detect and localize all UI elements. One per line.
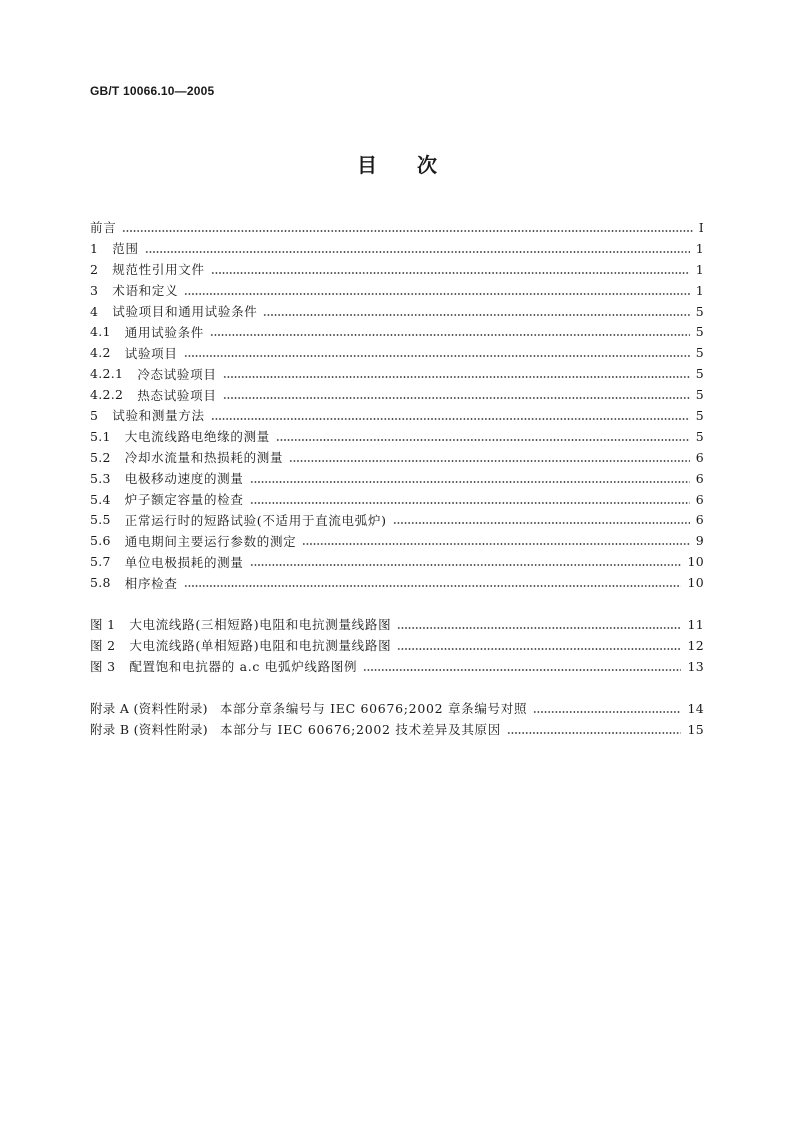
toc-entry-title: 规范性引用文件 [112, 262, 205, 278]
dot-leader [223, 376, 690, 378]
toc-entry [90, 489, 704, 510]
dot-leader [289, 460, 690, 462]
toc-entry-title: 试验和测量方法 [112, 408, 205, 424]
toc-entry-page: 5 [695, 407, 704, 423]
toc-entry-title: 大电流线路(单相短路)电阻和电抗测量线路图 [129, 638, 392, 654]
toc-entry-number: 4.2 [90, 345, 111, 361]
toc-entry [90, 530, 704, 551]
dot-leader [397, 648, 681, 650]
toc-entry-title: 通电期间主要运行参数的测定 [124, 533, 297, 549]
toc-entry-number: 4.2.1 [90, 366, 124, 382]
toc-entry [90, 719, 704, 740]
dot-leader [184, 293, 689, 295]
toc-entry-number: 5.2 [90, 449, 111, 465]
toc-entry-number: 1 [90, 240, 99, 256]
toc-entry-title: 大电流线路电绝缘的测量 [124, 429, 270, 445]
toc-entry-number: 2 [90, 261, 99, 277]
toc-entry-number: 3 [90, 282, 99, 298]
toc-entry-title: 单位电极损耗的测量 [124, 554, 244, 570]
toc-entry-number: 5.6 [90, 533, 111, 549]
dot-leader [184, 585, 682, 587]
toc-entry-page: 1 [695, 261, 704, 277]
toc-entry-number: 4.1 [90, 324, 111, 340]
dot-leader [276, 439, 690, 441]
toc-entry-number: 图 2 [90, 638, 116, 654]
toc-entry-title: 前言 [90, 220, 117, 236]
dot-leader [393, 522, 690, 524]
dot-leader [122, 230, 692, 232]
toc-entry [90, 551, 704, 572]
toc-sections [90, 217, 704, 593]
toc-entry-page: 12 [687, 637, 704, 653]
toc-entry-number: 5.8 [90, 575, 111, 591]
toc-entry-page: 5 [695, 324, 704, 340]
toc-entry [90, 656, 704, 677]
toc-entry-title: 正常运行时的短路试验(不适用于直流电弧炉) [124, 512, 387, 528]
toc-entry-title: 相序检查 [124, 575, 178, 591]
dot-leader [250, 564, 682, 566]
dot-leader [210, 334, 690, 336]
toc-entry-number: 5.1 [90, 428, 111, 444]
toc-entry-page: 6 [695, 512, 704, 528]
toc-entry-title: 试验项目和通用试验条件 [112, 304, 258, 319]
toc-entry-title: 炉子额定容量的检查 [124, 492, 244, 508]
standard-code: GB/T 10066.10—2005 [90, 84, 215, 98]
toc-entry-page: 14 [687, 700, 704, 716]
toc-entry-title: 冷却水流量和热损耗的测量 [124, 450, 284, 466]
toc-entry-page: 11 [687, 616, 704, 632]
toc-entry-page: 5 [695, 366, 704, 382]
toc-entry-title: 电极移动速度的测量 [124, 471, 244, 487]
table-of-contents [90, 217, 704, 739]
toc-entry [90, 321, 704, 342]
toc-entry [90, 217, 704, 238]
toc-entry-number: 附录 B (资料性附录) [90, 722, 208, 738]
toc-entry-number: 4.2.2 [90, 387, 124, 403]
dot-leader [211, 272, 690, 274]
toc-entry-number: 5 [90, 407, 99, 423]
toc-entry [90, 301, 704, 322]
toc-entry-title: 试验项目 [124, 345, 178, 361]
toc-entry [90, 614, 704, 635]
dot-leader [397, 627, 681, 629]
toc-entry-page: 6 [695, 491, 704, 507]
dot-leader [263, 314, 689, 316]
toc-entry-page: 1 [695, 282, 704, 298]
toc-entry [90, 405, 704, 426]
toc-entry [90, 426, 704, 447]
dot-leader [533, 711, 681, 713]
toc-entry-page: 5 [695, 303, 704, 319]
toc-entry [90, 238, 704, 259]
dot-leader [302, 543, 689, 545]
toc-entry-page: 9 [695, 533, 704, 549]
dot-leader [211, 418, 690, 420]
toc-entry-page: 1 [695, 240, 704, 256]
toc-entry-page: 10 [687, 554, 704, 570]
dot-leader [223, 397, 690, 399]
toc-entry-title: 冷态试验项目 [137, 366, 217, 382]
toc-entry-page: 5 [695, 387, 704, 403]
toc-entry [90, 280, 704, 301]
toc-entry-title: 配置饱和电抗器的 a.c 电弧炉线路图例 [129, 659, 358, 675]
toc-entry-title: 通用试验条件 [124, 324, 204, 340]
toc-entry-title: 范围 [112, 241, 139, 257]
toc-entry-number: 4 [90, 303, 99, 319]
toc-entry-page: 13 [687, 658, 704, 674]
dot-leader [250, 481, 690, 483]
toc-entry-page: 5 [695, 428, 704, 444]
toc-entry [90, 698, 704, 719]
toc-entry-number: 5.3 [90, 470, 111, 486]
toc-entry-page: 6 [695, 449, 704, 465]
toc-entry-title: 术语和定义 [112, 283, 179, 299]
toc-entry [90, 509, 704, 530]
toc-entry [90, 259, 704, 280]
toc-entry [90, 342, 704, 363]
toc-entry-number: 5.4 [90, 491, 111, 507]
toc-entry-title: 热态试验项目 [137, 387, 217, 403]
toc-entry-page: Ⅰ [698, 219, 704, 235]
toc-entry [90, 363, 704, 384]
toc-entry-page: 5 [695, 345, 704, 361]
dot-leader [184, 355, 690, 357]
dot-leader [250, 502, 690, 504]
page-title: 目 次 [357, 153, 437, 177]
toc-entry-number: 附录 A (资料性附录) [90, 701, 208, 717]
toc-entry [90, 635, 704, 656]
dot-leader [507, 732, 682, 734]
toc-entry-page: 6 [695, 470, 704, 486]
toc-entry [90, 468, 704, 489]
toc-entry-title: 本部分与 IEC 60676;2002 技术差异及其原因 [220, 722, 501, 738]
toc-entry [90, 447, 704, 468]
toc-entry-title: 本部分章条编号与 IEC 60676;2002 章条编号对照 [219, 701, 528, 717]
toc-entry-page: 10 [687, 575, 704, 591]
dot-leader [145, 251, 690, 253]
toc-entry-title: 大电流线路(三相短路)电阻和电抗测量线路图 [129, 617, 392, 633]
toc-entry-number: 5.7 [90, 554, 111, 570]
toc-annexes [90, 698, 704, 740]
dot-leader [363, 669, 681, 671]
toc-figures [90, 614, 704, 677]
toc-entry-page: 15 [687, 721, 704, 737]
toc-entry-number: 图 1 [90, 617, 116, 633]
toc-entry-number: 图 3 [90, 659, 116, 675]
toc-entry [90, 572, 704, 593]
toc-entry [90, 384, 704, 405]
toc-entry-number: 5.5 [90, 512, 111, 528]
